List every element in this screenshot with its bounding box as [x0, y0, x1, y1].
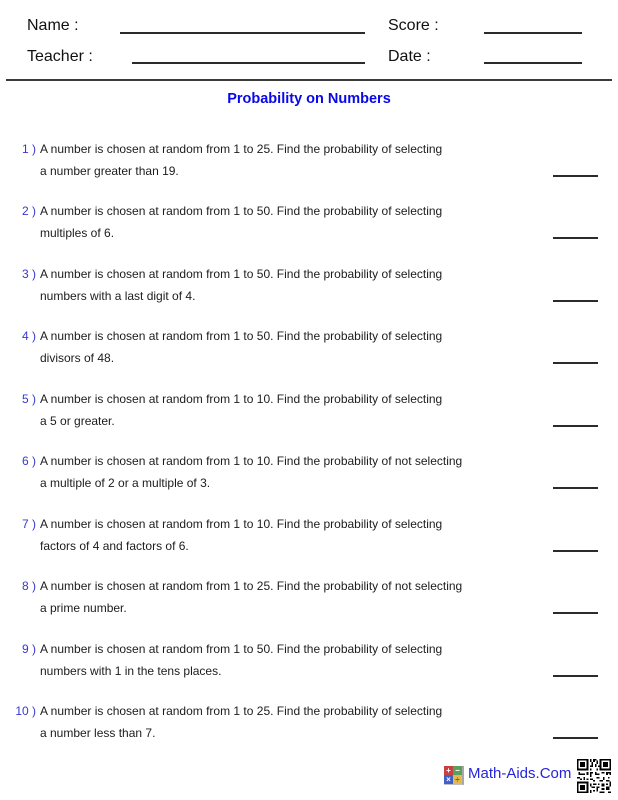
question-number: 4 )	[21, 329, 36, 343]
question-text-line2: multiples of 6.	[40, 226, 115, 240]
question-text-line2: a 5 or greater.	[40, 414, 115, 428]
answer-blank	[553, 421, 598, 427]
divide-icon: ÷	[453, 775, 462, 784]
question-text-line1: A number is chosen at random from 1 to 50. Find the probability of selecting	[40, 267, 443, 281]
score-label: Score :	[388, 17, 439, 34]
answer-blank	[553, 171, 598, 177]
question-text-line2: divisors of 48.	[40, 351, 115, 365]
date-label: Date :	[388, 48, 431, 65]
date-blank-line	[484, 62, 582, 64]
teacher-blank-line	[132, 62, 365, 64]
question-number: 9 )	[21, 642, 36, 656]
question-text-line1: A number is chosen at random from 1 to 10. Find the probability of not selecting	[40, 454, 463, 468]
answer-blank	[553, 733, 598, 739]
minus-icon: −	[453, 766, 462, 775]
question-number: 8 )	[21, 579, 36, 593]
question-text-line1: A number is chosen at random from 1 to 50. Find the probability of selecting	[40, 204, 443, 218]
answer-blank	[553, 296, 598, 302]
question-number: 5 )	[21, 392, 36, 406]
question-number: 3 )	[21, 267, 36, 281]
question-text-line2: a number less than 7.	[40, 726, 156, 740]
answer-blank	[553, 233, 598, 239]
question-text-line2: a multiple of 2 or a multiple of 3.	[40, 476, 211, 490]
brand-link[interactable]: Math-Aids.Com	[468, 765, 572, 782]
answer-blank	[553, 358, 598, 364]
qr-code-image	[577, 759, 611, 793]
question-text-line1: A number is chosen at random from 1 to 25. Find the probability of selecting	[40, 142, 443, 156]
name-blank-line	[120, 32, 365, 34]
plus-icon: +	[444, 766, 453, 775]
question-text-line2: factors of 4 and factors of 6.	[40, 539, 189, 553]
header-divider	[6, 79, 612, 81]
answer-blank	[553, 608, 598, 614]
question-number: 10 )	[15, 704, 36, 718]
answer-blank	[553, 483, 598, 489]
question-number: 1 )	[21, 142, 36, 156]
teacher-label: Teacher :	[27, 48, 93, 65]
answer-blank	[553, 671, 598, 677]
question-text-line2: numbers with a last digit of 4.	[40, 289, 196, 303]
question-text-line2: a number greater than 19.	[40, 164, 179, 178]
question-text-line2: a prime number.	[40, 601, 127, 615]
question-text-line1: A number is chosen at random from 1 to 10. Find the probability of selecting	[40, 517, 443, 531]
score-blank-line	[484, 32, 582, 34]
times-icon: ×	[444, 775, 453, 784]
page-title: Probability on Numbers	[227, 91, 391, 107]
question-number: 7 )	[21, 517, 36, 531]
question-number: 6 )	[21, 454, 36, 468]
question-text-line1: A number is chosen at random from 1 to 25. Find the probability of selecting	[40, 704, 443, 718]
question-text-line1: A number is chosen at random from 1 to 25. Find the probability of not selecting	[40, 579, 463, 593]
question-text-line1: A number is chosen at random from 1 to 50. Find the probability of selecting	[40, 329, 443, 343]
question-text-line2: numbers with 1 in the tens places.	[40, 664, 222, 678]
question-number: 2 )	[21, 204, 36, 218]
question-text-line1: A number is chosen at random from 1 to 50. Find the probability of selecting	[40, 642, 443, 656]
name-label: Name :	[27, 17, 79, 34]
math-aids-logo-icon	[444, 766, 464, 785]
answer-blank	[553, 546, 598, 552]
question-text-line1: A number is chosen at random from 1 to 10. Find the probability of selecting	[40, 392, 443, 406]
